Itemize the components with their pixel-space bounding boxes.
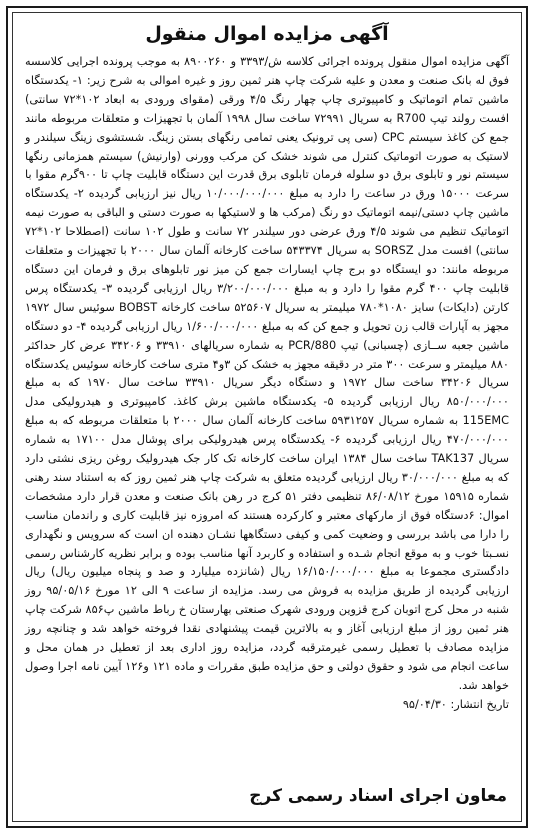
notice-title: آگهی مزایده اموال منقول: [145, 23, 389, 45]
notice-body: آگهی مزایده اموال منقول پرونده اجرائی کلاسه ش/۳۳۹۳ و ۸۹۰۰۲۶۰ به موجب پرونده اجرایی کلاسسه فوق له بانک صنعت و معدن و علیه شرکت چاپ هنر ثمین روز و غیره اموالی به شرح زیر: ۱- یکدستگاه ماشین تمام اتوماتیک و کامپیوتری چاپ چهار رنگ ۴/۵ ورقی (مقوای ورودی به ابعاد ۱۰۲*۷۲ سانتی) افست رولند تیپ R700 به سریال ۷۲۹۹۱ ساخت سال ۱۹۹۸ آلمان با تجهیزات و متعلقات مربوطه مانند جمع کن کاغذ سیستم CPC (سی پی ترونیک یعنی تمامی رنگهای بستن زینگ. شستشوی زینگ سیلندر و لاستیک به صورت اتوماتیک کنترل می شوند خشک کن مرکب وورنی (وارنیش) سیستم همزمانی رنگها سیستم نور و تابلوی برق دو سلوله فرمان تابلوی برق قدرت این دستگاه قابلیت چاپ تا ۹۰۰گرم مقوا با سرعت ۱۵۰۰۰ ورق در ساعت را دارد به مبلغ ۱۰/۰۰۰/۰۰۰/۰۰۰ ریال نیز ارزیابی گردیده ۲- یکدستگاه ماشین چاپ دستی/نیمه اتوماتیک دو رنگ (مرکب ها و لاستیکها به صورت دستی و الباقی به صورت نیمه اتوماتیک تنظیم می شوند ۴/۵ ورق عرضی دور سیلندر ۷۲ سانت و طول ۱۰۲ سانت (اصطلاحا ۱۰۲*۷۲ سانتی) افست مدل SORSZ به سریال ۵۴۳۳۷۴ ساخت کارخانه آلمان سال ۲۰۰۰ با تجهیزات و متعلقات مربوطه مانند: دو ایستگاه دو برج چاپ ایسارات جمع کن میز نور تابلوهای برق و فرمان این دستگاه قابلیت چاپ ۴۰۰ گرم مقوا را دارد و به مبلغ ۳/۲۰۰/۰۰۰/۰۰۰ ریال ارزیابی گردیده ۳- یکدستگاه پرس کارتن (دایکات) سایز ۱۰۸۰*۷۸۰ میلیمتر به سریال ۵۲۵۶۰۷ ساخت کارخانه BOBST سوئیس سال ۱۹۷۲ مجهز به آپارات قالب زن تحویل و جمع کن که به مبلغ ۱/۶۰۰/۰۰۰/۰۰۰ ریال ارزیابی گردیده ۴- دو دستگاه ماشین جعبه ســازی (چسبانی) تیپ PCR/880 به شماره سریالهای ۳۳۹۱۰ و ۳۴۲۰۶ عرض کار حداکثر ۸۸۰ میلیمتر و سرعت ۳۰۰ متر در دقیقه مجهز به خشک کن ۳و۴ متری ساخت کارخانه سوئیس یکدستگاه سریال ۳۴۲۰۶ ساخت سال ۱۹۷۲ و دستگاه دیگر سریال ۳۳۹۱۰ ساخت سال ۱۹۷۰ که به مبلغ ۸۵۰/۰۰۰/۰۰۰ ریال ارزیابی گردیده ۵- یکدستگاه ماشین برش کاغذ. کامپیوتری و هیدرولیکی مدل 115EMC به شماره سریال ۵۹۳۱۲۵۷ ساخت کارخانه آلمان سال ۲۰۰۰ با متعلقات مربوطه که به مبلغ ۴۷۰/۰۰۰/۰۰۰ ریال ارزیابی گردیده ۶- یکدستگاه پرس هیدرولیکی برای پوشال مدل ۱۷۱۰۰ به شماره سریال TAK137 ساخت سال ۱۳۸۴ ایران ساخت کارخانه تک کار جک هیدرولیک روغن ریزی نشتی دارد که به مبلغ ۳۰/۰۰۰/۰۰۰ ریال ارزیابی گردیده متعلق به شرکت چاپ هنر ثمین روز که به استناد سند رهنی شماره ۱۵۹۱۵ مورخ ۸۶/۰۸/۱۲ تنظیمی دفتر ۵۱ کرج در رهن بانک صنعت و معدن قرار دارد مشخصات اموال: ۶دستگاه فوق از مارکهای معتبر و کارکرده هستند که امروزه نیز قابلیت کاری و راندمان مناسب را دارا می باشد بررسی و وضعیت کمی و کیفی دستگاهها نشـان دهنده ان است که سرویس و نگهداری نسـبتا خوب و به موقع انجام شـده و استفاده و کاربرد آنها مناسب بوده و برابر نظریه کارشناس رسمی دادگستری مجموعا به مبلغ ۱۶/۱۵۰/۰۰۰/۰۰۰ ریال (شانزده میلیارد و صد و پنجاه میلیون ریال) ریال ارزیابی گردیده از طریق مزایده به فروش می رسد. مزایده از ساعت ۹ الی ۱۲ مورخ ۹۵/۰۵/۱۶ روز شنبه در محل کرج اتوبان کرج قزوین ورودی شهرک صنعتی بهارستان خ رباط ماشین پ۸۵۶ شرکت چاپ هنر ثمین روز از مبلغ ارزیابی آغاز و به بالاترین قیمت پیشنهادی نقدا فروخته خواهد شد و چنانچه روز مزایده مصادف با تعطیل رسمی غیرمترقبه گردد، مزایده روز اداری بعد از تعطیل در همان محل و ساعت انجام می شود و حقوق دولتی و حق مزایده طبق مقررات و ماده ۱۲۱ و۱۲۶ آیین نامه اجرا وصول خواهد شد.: [25, 55, 510, 692]
notice-panel: [12, 12, 522, 822]
publication-date: تاریخ انتشار: ۹۵/۰۴/۳۰: [402, 697, 509, 711]
signature: معاون اجرای اسناد رسمی کرج: [249, 786, 507, 806]
notice-frame: [6, 6, 528, 828]
